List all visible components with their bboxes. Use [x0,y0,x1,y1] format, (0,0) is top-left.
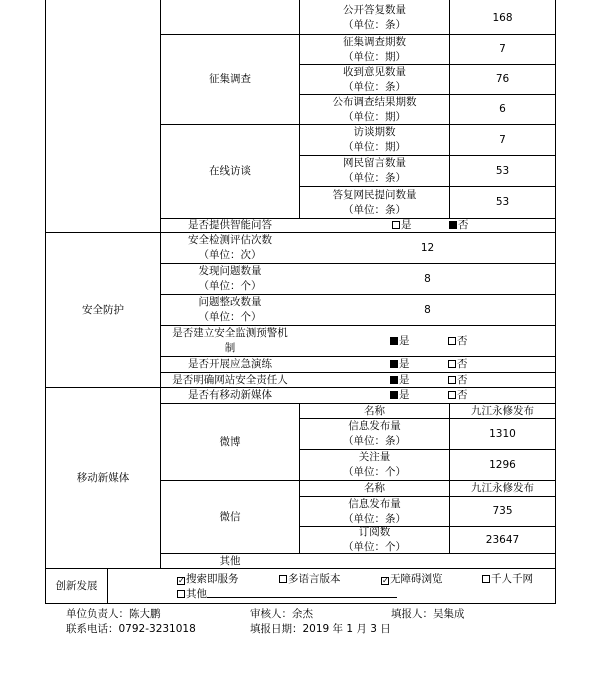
checkbox-empty-icon [448,337,456,345]
issues-found-value: 8 [424,272,431,285]
weibo-posts-label: 信息发布量 （单位：条） [343,420,406,447]
option-label: 搜索即服务 [186,573,239,585]
other-fill-line[interactable] [207,587,397,598]
filler: 填报人：吴集成 [391,608,465,620]
solicitation-periods-value: 7 [499,43,506,55]
weibo-posts-value: 1310 [489,427,516,440]
reply-count-label: 公开答复数量 （单位：条） [343,4,406,31]
option-other[interactable] [177,587,397,601]
opinions-label: 收到意见数量 （单位：条） [343,65,406,93]
drill-yes-option[interactable] [390,357,410,371]
interview-periods-value: 7 [499,133,506,146]
smart-qa-yes-option[interactable] [392,218,412,232]
checkbox-filled-icon [390,376,398,384]
has-media-no-option[interactable] [448,388,468,402]
mobile-media-group-label: 移动新媒体 [76,471,130,484]
interview-periods-label: 访谈期数 （单位：期） [343,126,406,153]
contact-phone: 联系电话：0792-3231018 [66,623,196,635]
checkbox-filled-icon [390,337,398,345]
option-search-service[interactable] [177,572,239,586]
yes-label: 是 [399,389,410,401]
smart-qa-label: 是否提供智能问答 [188,219,272,231]
no-label: 否 [457,389,468,401]
has-media-yes-option[interactable] [390,388,410,402]
security-eval-value: 12 [420,241,435,254]
no-label: 否 [457,374,468,386]
checkbox-filled-icon [390,391,398,399]
issues-found-label: 发现问题数量 （单位：个） [198,265,262,292]
smart-qa-no-option[interactable] [449,218,469,232]
option-multilingual[interactable] [279,572,341,586]
solicitation-periods-label: 征集调查期数 （单位：期） [343,35,406,63]
weibo-label: 微博 [219,435,241,448]
yes-label: 是 [401,219,412,231]
no-label: 否 [457,335,468,347]
option-label: 其他 [186,588,207,600]
checkbox-checked-icon: ✓ [382,576,389,585]
wechat-name-value: 九江永修发布 [471,482,534,494]
drill-no-option[interactable] [448,357,468,371]
drill-label: 是否开展应急演练 [188,358,272,370]
table-border-bottom [45,603,556,604]
issues-fixed-label: 问题整改数量 （单位：个） [198,296,262,323]
option-accessible[interactable] [381,572,443,586]
wechat-name-label: 名称 [364,482,385,494]
option-thousand[interactable] [482,572,533,586]
duty-yes-option[interactable] [390,373,410,387]
wechat-subscribers-label: 订阅数 （单位：个） [343,526,406,553]
option-label: 多语言版本 [288,573,341,585]
checkbox-empty-icon [392,221,400,229]
grid-line [107,568,108,603]
reply-count-value: 168 [492,11,513,24]
has-media-label: 是否有移动新媒体 [188,389,272,401]
security-eval-label: 安全检测评估次数 （单位：次） [188,234,272,261]
interview-group-label: 在线访谈 [209,165,251,177]
table-border-right [555,0,556,603]
no-label: 否 [458,219,469,231]
checkbox-empty-icon [448,376,456,384]
yes-label: 是 [399,374,410,386]
checkbox-filled-icon [390,360,398,368]
checkbox-empty-icon [448,391,456,399]
weibo-name-label: 名称 [364,404,385,417]
checkbox-empty-icon [448,360,456,368]
issues-fixed-value: 8 [424,303,431,316]
messages-value: 53 [495,164,510,177]
monitor-no-option[interactable] [448,334,468,348]
checkbox-filled-icon [449,221,457,229]
monitor-label: 是否建立安全监测预警机 制 [172,327,288,354]
wechat-posts-value: 735 [492,505,513,517]
checkbox-empty-icon [482,575,490,583]
answers-value: 53 [495,196,510,208]
innovation-group-label: 创新发展 [55,579,98,592]
checkbox-empty-icon [177,590,185,598]
messages-label: 网民留言数量 （单位：条） [343,157,406,184]
option-label: 千人千网 [491,573,533,585]
checkbox-checked-icon: ✓ [178,576,185,585]
option-label: 无障碍浏览 [390,573,443,585]
unit-head: 单位负责人：陈大鹏 [66,608,161,620]
solicitation-group-label: 征集调查 [209,73,251,85]
answers-label: 答复网民提问数量 （单位：条） [332,188,417,216]
yes-label: 是 [399,358,410,370]
duty-no-option[interactable] [448,373,468,387]
fill-date: 填报日期：2019 年 1 月 3 日 [250,623,391,635]
yes-label: 是 [399,335,410,347]
weibo-followers-label: 关注量 （单位：个） [343,451,406,478]
grid-line [45,568,555,569]
reviewer: 审核人：余杰 [250,608,313,620]
weibo-followers-value: 1296 [489,458,516,471]
wechat-posts-label: 信息发布量 （单位：条） [343,497,406,525]
wechat-label: 微信 [219,510,241,523]
results-label: 公布调查结果期数 （单位：期） [332,95,417,123]
weibo-name-value: 九江永修发布 [471,404,534,417]
security-group-label: 安全防护 [82,303,124,316]
duty-label: 是否明确网站安全责任人 [172,373,288,386]
wechat-subscribers-value: 23647 [485,533,520,546]
opinions-value: 76 [495,73,510,85]
results-value: 6 [499,103,506,115]
checkbox-empty-icon [279,575,287,583]
monitor-yes-option[interactable] [390,334,410,348]
no-label: 否 [457,358,468,370]
other-media-label: 其他 [219,554,241,567]
